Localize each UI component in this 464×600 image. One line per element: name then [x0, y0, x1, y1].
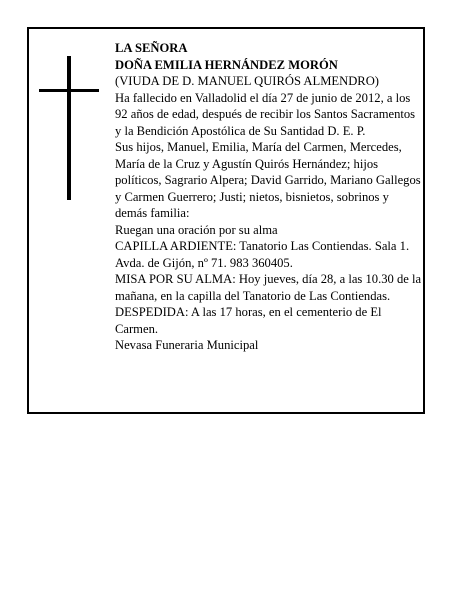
widow-of-line: (VIUDA DE D. MANUEL QUIRÓS ALMENDRO) [115, 74, 379, 88]
notice-text [115, 40, 423, 354]
farewell-info: DESPEDIDA: A las 17 horas, en el cementerio de El Carmen. [115, 305, 382, 336]
cross-horizontal-bar [39, 89, 99, 92]
notice-title: LA SEÑORA [115, 41, 188, 55]
prayer-request: Ruegan una oración por su alma [115, 222, 278, 237]
obituary-notice [27, 27, 425, 414]
deceased-name: DOÑA EMILIA HERNÁNDEZ MORÓN [115, 57, 338, 72]
cross-vertical-bar [67, 56, 71, 200]
family-list: Sus hijos, Manuel, Emilia, María del Carmen, Mercedes, María de la Cruz y Agustín Quirós Hernández; hijos políticos, Sagrario Alpera; David Garrido, Mariano Gallegos y Carmen Guerrero; Justi; nietos, bisnietos, sobrinos y demás familia: [115, 140, 421, 220]
mass-info: MISA POR SU ALMA: Hoy jueves, día 28, a las 10.30 de la mañana, en la capilla del Tanatorio de Las Contiendas. [115, 272, 422, 303]
cross-icon [39, 56, 99, 200]
chapel-info: CAPILLA ARDIENTE: Tanatorio Las Contiendas. Sala 1. Avda. de Gijón, nº 71. 983 360405. [115, 239, 410, 270]
funeral-home: Nevasa Funeraria Municipal [115, 338, 259, 352]
death-info: Ha fallecido en Valladolid el día 27 de junio de 2012, a los 92 años de edad, después de recibir los Santos Sacramentos y la Bendición Apostólica de Su Santidad D. E. P. [115, 90, 416, 138]
